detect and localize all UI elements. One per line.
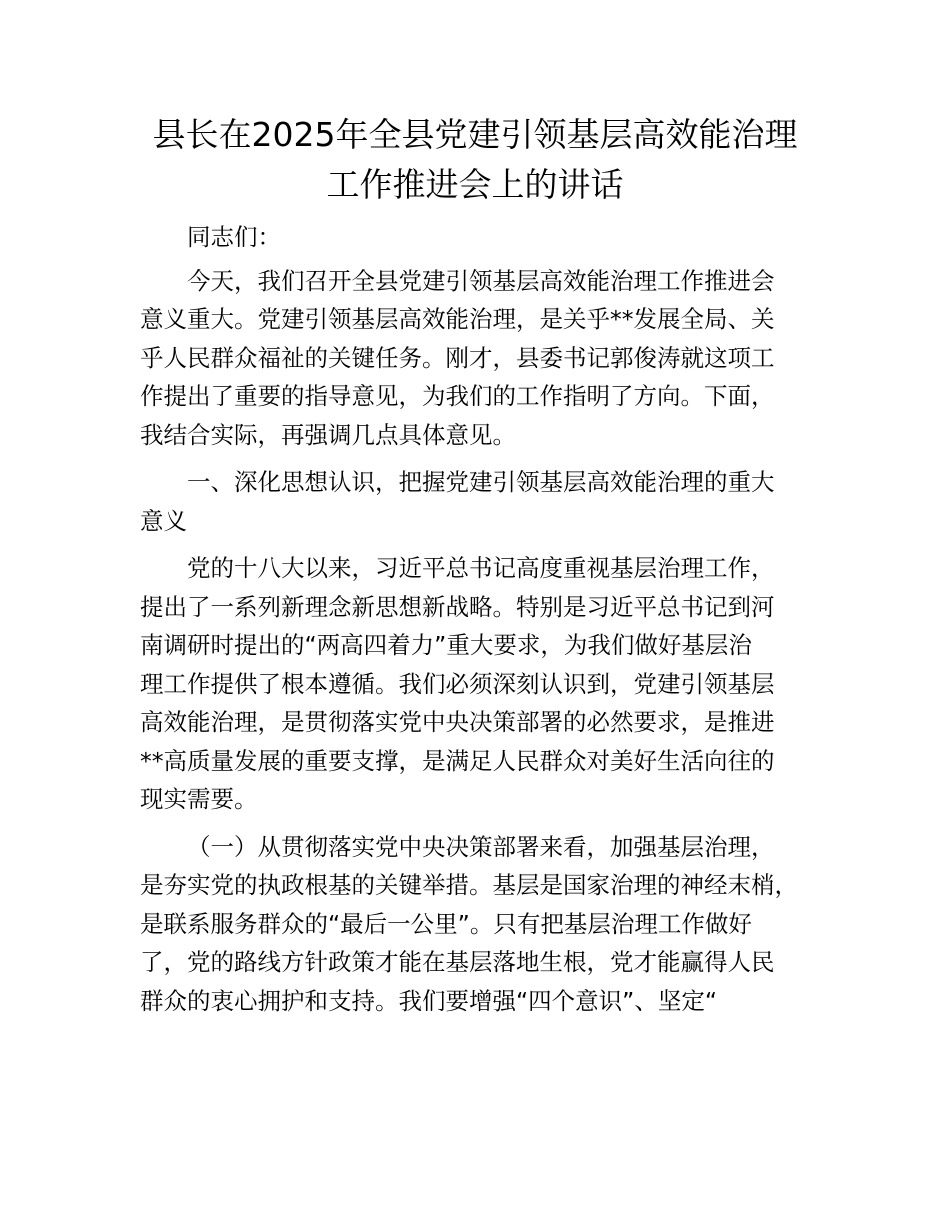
- text-line: 一、深化思想认识，把握党建引领基层高效能治理的重大: [187, 468, 775, 496]
- text-line: 乎人民群众福祉的关键任务。刚才，县委书记郭俊涛就这项工: [140, 343, 775, 372]
- text-line: 党的十八大以来，习近平总书记高度重视基层治理工作，: [187, 554, 775, 582]
- text-line: 高效能治理，是贯彻落实党中央决策部署的必然要求，是推进: [140, 708, 775, 736]
- paragraph-background: [140, 549, 830, 819]
- text-line: 现实需要。: [140, 785, 258, 813]
- section-heading-1: [140, 463, 830, 540]
- document-title: [100, 110, 850, 210]
- paragraph-intro: [140, 262, 830, 455]
- text-line: 是夯实党的执政根基的关键举措。基层是国家治理的神经末梢，: [140, 871, 798, 899]
- title-line: 工作推进会上的讲话: [326, 165, 624, 204]
- text-line: 提出了一系列新理念新思想新战略。特别是习近平总书记到河: [140, 592, 775, 621]
- salutation: 同志们：: [187, 223, 281, 251]
- text-line: 今天，我们召开全县党建引领基层高效能治理工作推进会: [187, 266, 775, 295]
- text-line: 我结合实际，再强调几点具体意见。: [140, 420, 516, 449]
- text-line: 群众的衷心拥护和支持。我们要增强“四个意识”、坚定“: [140, 986, 718, 1015]
- text-line: 南调研时提出的“两高四着力”重大要求，为我们做好基层治: [140, 631, 752, 659]
- text-line: 理工作提供了根本遵循。我们必须深刻认识到，党建引领基层: [140, 669, 775, 698]
- text-line: （一）从贯彻落实党中央决策部署来看，加强基层治理，: [187, 832, 775, 861]
- text-line: **高质量发展的重要支撑，是满足人民群众对美好生活向往的: [140, 746, 775, 775]
- text-line: 是联系服务群众的“最后一公里”。只有把基层治理工作做好: [140, 909, 752, 938]
- title-line: 县长在2025年全县党建引领基层高效能治理: [152, 115, 798, 154]
- text-line: 了，党的路线方针政策才能在基层落地生根，党才能赢得人民: [140, 948, 775, 976]
- text-line: 意义重大。党建引领基层高效能治理，是关乎**发展全局、关: [140, 305, 775, 333]
- document-body: [140, 218, 830, 1029]
- text-line: 作提出了重要的指导意见，为我们的工作指明了方向。下面，: [140, 382, 775, 410]
- text-line: 意义: [140, 506, 187, 535]
- paragraph-subsection-1: [140, 828, 830, 1021]
